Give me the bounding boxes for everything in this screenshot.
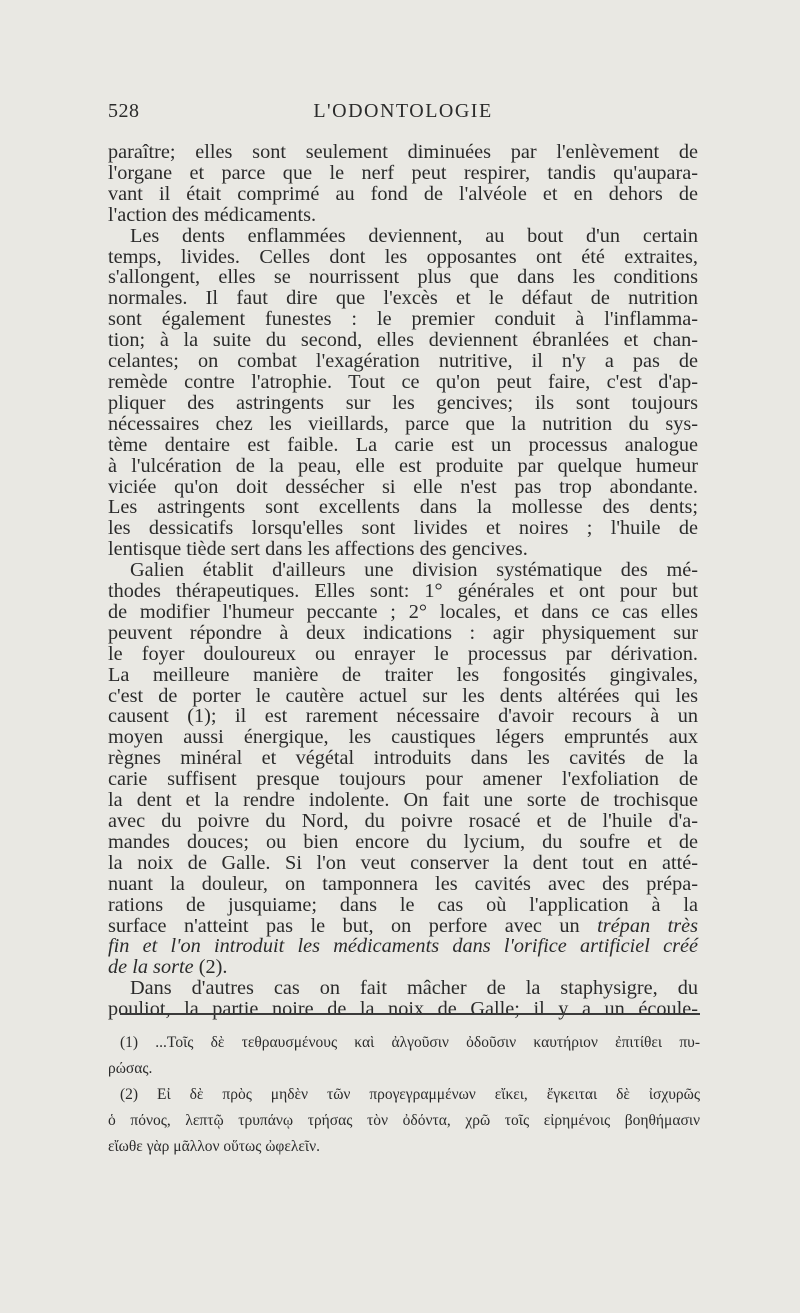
footnote-ref: (2). — [198, 956, 228, 979]
text-line: La meilleure manière de traiter les fongosités gingivales, — [108, 663, 698, 686]
text-line: pouliot, la partie noire de la noix de Galle; il y a un écoule- — [108, 998, 698, 1021]
text-line: mandes douces; ou bien encore du lycium, du soufre et de — [108, 830, 698, 853]
text-line: rations de jusquiame; dans le cas où l'application à la — [108, 893, 698, 916]
text-line: c'est de porter le cautère actuel sur les dents altérées qui les — [108, 684, 698, 707]
footnote-line: ὁ πόνος, λεπτῷ τρυπάνῳ τρήσας τὸν ὀδόντα, χρῶ τοῖς εἰρημένοις βοηθήμασιν — [108, 1112, 700, 1129]
footnote-line: (1) ...Τοῖς δὲ τεθραυσμένους καὶ ἀλγοῦσιν ὀδοῦσιν καυτήριον ἐπιτίθει πυ- — [120, 1034, 700, 1051]
italic-text: trépan très — [597, 914, 698, 937]
text-line: la noix de Galle. Si l'on veut conserver la dent tout en atté- — [108, 851, 698, 874]
body-text — [108, 142, 698, 1020]
text-line: Les astringents sont excellents dans la mollesse des dents; — [108, 496, 698, 519]
text-line: le foyer douloureux ou enrayer le processus par dérivation. — [108, 642, 698, 665]
text-line: règnes minéral et végétal introduits dans les cavités de la — [108, 747, 698, 770]
text-line: carie suffisent presque toujours pour amener l'exfoliation de — [108, 768, 698, 791]
text-line: de modifier l'humeur peccante ; 2° locales, et dans ce cas elles — [108, 600, 698, 623]
text-line: tion; à la suite du second, elles deviennent ébranlées et chan- — [108, 329, 698, 352]
italic-text: de la sorte — [108, 956, 194, 979]
text-line: Les dents enflammées deviennent, au bout d'un certain — [130, 224, 698, 247]
text-line: nécessaires chez les vieillards, parce que la nutrition du sys- — [108, 412, 698, 435]
text-line: nuant la douleur, on tamponnera les cavités avec des prépa- — [108, 872, 698, 895]
text-line: Dans d'autres cas on fait mâcher de la staphysigre, du — [130, 977, 698, 1000]
footnote-line: (2) Εἰ δὲ πρὸς μηδὲν τῶν προγεγραμμένων εἴκει, ἔγκειται δὲ ἰσχυρῶς — [120, 1086, 700, 1103]
text-line: à l'ulcération de la peau, elle est produite par quelque humeur — [108, 454, 698, 477]
text-line: peuvent répondre à deux indications : agir physiquement sur — [108, 621, 698, 644]
footnotes — [108, 1030, 700, 1160]
text-line — [108, 936, 698, 957]
text-line: la dent et la rendre indolente. On fait une sorte de trochisque — [108, 789, 698, 812]
text-line: viciée qu'on doit dessécher si elle n'est pas trop abondante. — [108, 475, 698, 498]
text-line: moyen aussi énergique, les caustiques légers empruntés aux — [108, 726, 698, 749]
text-line: causent (1); il est rarement nécessaire d'avoir recours à un — [108, 705, 698, 728]
footnote-line: εἴωθε γὰρ μᾶλλον οὕτως ὠφελεῖν. — [108, 1138, 320, 1155]
text-line: temps, livides. Celles dont les opposantes ont été extraites, — [108, 245, 698, 268]
text-line: avec du poivre du Nord, du poivre rosacé et de l'huile d'a- — [108, 810, 698, 832]
page-number: 528 — [108, 100, 140, 122]
text-line: celantes; on combat l'exagération nutritive, il n'y a pas de — [108, 350, 698, 373]
text-segment: surface n'atteint pas le but, on perfore avec un — [108, 914, 580, 937]
text-line: lentisque tiède sert dans les affections des gencives. — [108, 538, 528, 561]
running-title: L'ODONTOLOGIE — [313, 100, 493, 122]
text-line: s'allongent, elles se nourrissent plus que dans les conditions — [108, 266, 698, 289]
text-line — [108, 957, 698, 978]
text-line: pliquer des astringents sur les gencives; ils sont toujours — [108, 391, 698, 414]
text-line: thodes thérapeutiques. Elles sont: 1° générales et ont pour but — [108, 580, 698, 603]
text-line: l'organe et parce que le nerf peut respirer, tandis qu'aupara- — [108, 161, 698, 184]
text-line: normales. Il faut dire que l'excès et le défaut de nutrition — [108, 287, 698, 310]
text-line: vant il était comprimé au fond de l'alvéole et en dehors de — [108, 182, 698, 205]
text-line — [108, 916, 698, 937]
text-line: les dessicatifs lorsqu'elles sont livides et noires ; l'huile de — [108, 517, 698, 540]
text-line: paraître; elles sont seulement diminuées par l'enlèvement de — [108, 141, 698, 163]
text-line: l'action des médicaments. — [108, 203, 317, 226]
footnote-line: ρώσας. — [108, 1060, 153, 1077]
text-line: Galien établit d'ailleurs une division systématique des mé- — [130, 559, 698, 582]
text-line: sont également funestes : le premier conduit à l'inflamma- — [108, 308, 698, 331]
text-line: tème dentaire est faible. La carie est un processus analogue — [108, 433, 698, 456]
text-line: remède contre l'atrophie. Tout ce qu'on peut faire, c'est d'ap- — [108, 370, 698, 393]
footnote-divider — [120, 1013, 700, 1015]
italic-text: fin et l'on introduit les médicaments dans l'orifice artificiel créé — [108, 935, 698, 958]
